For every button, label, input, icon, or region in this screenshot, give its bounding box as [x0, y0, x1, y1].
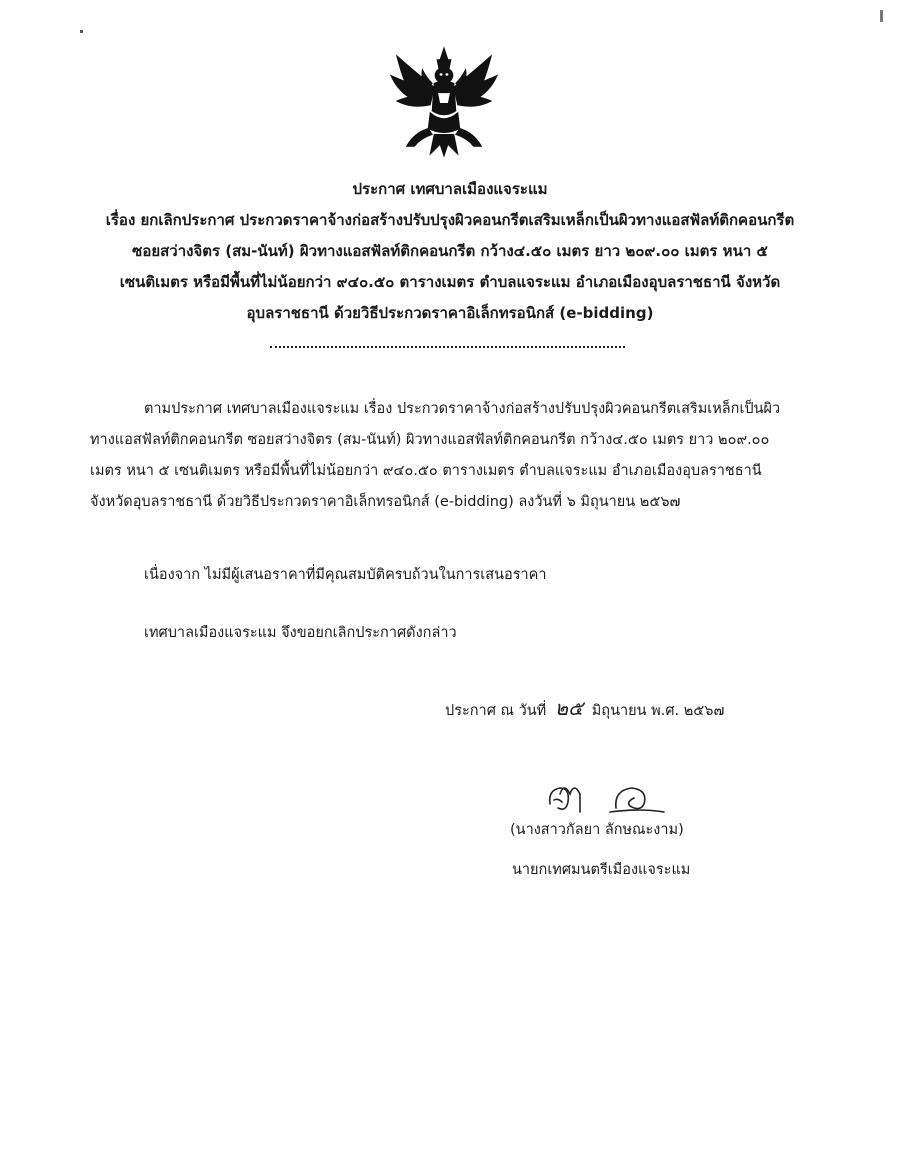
announcement-header: [60, 174, 840, 329]
dotted-separator: [270, 344, 625, 348]
paragraph-line: จังหวัดอุบลราชธานี ด้วยวิธีประกวดราคาอิเล็กทรอนิกส์ (e-bidding) ลงวันที่ ๖ มิถุนายน ๒๕๖๗: [90, 494, 681, 510]
signatory-name: (นางสาวกัลยา ลักษณะงาม): [510, 822, 684, 838]
scan-edge-mark: [880, 10, 883, 22]
date-suffix: มิถุนายน พ.ศ. ๒๕๖๗: [591, 703, 725, 719]
header-line-3: ซอยสว่างจิตร (สม-นันท์) ผิวทางแอสฟัลท์ติกคอนกรีต กว้าง๔.๕๐ เมตร ยาว ๒๐๙.๐๐ เมตร หนา ๕: [132, 242, 768, 260]
header-line-2: เรื่อง ยกเลิกประกาศ ประกวดราคาจ้างก่อสร้างปรับปรุงผิวคอนกรีตเสริมเหล็กเป็นผิวทางแอสฟัลท์ติกคอนกรีต: [105, 211, 795, 229]
handwritten-day: ๒๕: [554, 696, 584, 720]
announcement-date: [445, 692, 724, 724]
body-paragraph-1: [90, 394, 820, 518]
paragraph-line: ทางแอสฟัลท์ติกคอนกรีต ซอยสว่างจิตร (สม-นันท์) ผิวทางแอสฟัลท์ติกคอนกรีต กว้าง๔.๕๐ เมตร ยาว ๒๐๙.๐๐: [90, 432, 770, 448]
header-line-5: อุบลราชธานี ด้วยวิธีประกวดราคาอิเล็กทรอนิกส์ (e-bidding): [246, 304, 654, 322]
body-paragraph-2: [90, 560, 820, 591]
scan-speck: [80, 30, 83, 33]
signatory-title: นายกเทศมนตรีเมืองแจระแม: [512, 862, 691, 878]
paragraph-line: ตามประกาศ เทศบาลเมืองแจระแม เรื่อง ประกวดราคาจ้างก่อสร้างปรับปรุงผิวคอนกรีตเสริมเหล็กเป็นผิว: [144, 401, 781, 417]
header-line-1: ประกาศ เทศบาลเมืองแจระแม: [352, 180, 548, 198]
paragraph-line: เทศบาลเมืองแจระแม จึงขอยกเลิกประกาศดังกล่าว: [144, 625, 457, 641]
garuda-emblem-icon: [385, 42, 503, 160]
date-prefix: ประกาศ ณ วันที่: [445, 703, 547, 719]
paragraph-line: เนื่องจาก ไม่มีผู้เสนอราคาที่มีคุณสมบัติครบถ้วนในการเสนอราคา: [144, 567, 547, 583]
body-paragraph-3: [90, 618, 820, 649]
paragraph-line: เมตร หนา ๕ เซนติเมตร หรือมีพื้นที่ไม่น้อยกว่า ๙๔๐.๕๐ ตารางเมตร ตำบลแจระแม อำเภอเมืองอุบลราชธานี: [90, 463, 762, 479]
header-line-4: เซนติเมตร หรือมีพื้นที่ไม่น้อยกว่า ๙๔๐.๕๐ ตารางเมตร ตำบลแจระแม อำเภอเมืองอุบลราชธานี จังหวัด: [119, 273, 781, 291]
